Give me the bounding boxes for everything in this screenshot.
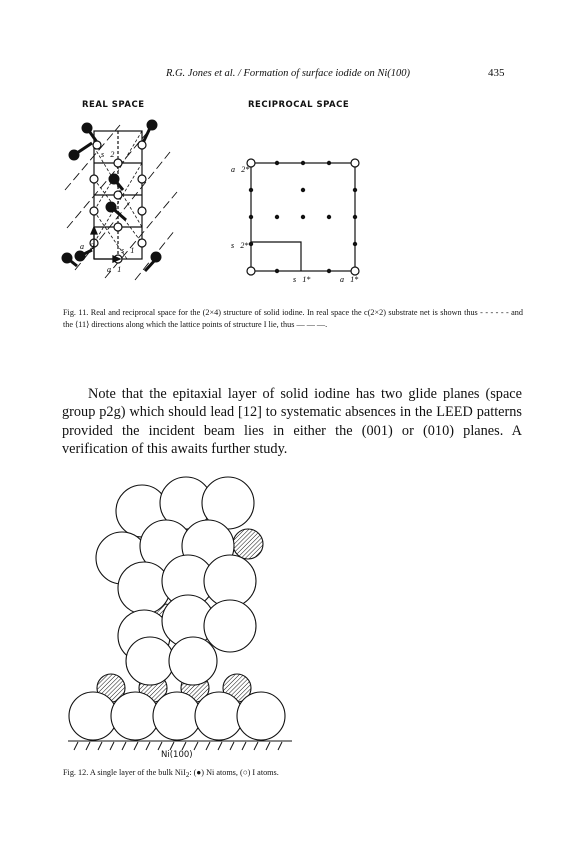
figure-12-caption	[63, 767, 523, 781]
recip-label-s2: s⃗2*	[231, 241, 249, 250]
recip-label-a2: a⃗2*	[231, 165, 250, 174]
substrate-surface	[68, 741, 292, 750]
real-label-a2: a⃗2	[80, 242, 95, 251]
reciprocal-dots	[249, 161, 357, 273]
reciprocal-space-title: RECIPROCAL SPACE	[248, 100, 350, 110]
figure-11-diagram	[55, 110, 385, 290]
top-view-i-atoms	[96, 477, 256, 662]
real-label-s1: s⃗1	[121, 246, 135, 255]
figure-12-caption-suffix: : (●) Ni atoms, (○) I atoms.	[189, 768, 279, 777]
recip-label-s1: s⃗1*	[293, 275, 311, 284]
figure-12-caption-subscript: 2	[185, 771, 190, 779]
recip-label-a1: a⃗1*	[340, 275, 359, 284]
page-number: 435	[488, 67, 505, 79]
substrate-label: Ni(100)	[161, 750, 193, 760]
figure-11-caption: Fig. 11. Real and reciprocal space for the (2×4) structure of solid iodine. In real space the c(2×2) substrate net is shown thus - - - - - - and the ⟨11⟩ directions along which the lattice points of structure I lie, thus — — —.	[63, 308, 523, 329]
figure-12-diagram	[60, 476, 300, 752]
real-label-a1: a⃗1	[107, 265, 122, 274]
real-label-s2: s⃗2	[101, 150, 115, 159]
real-space-title: REAL SPACE	[82, 100, 145, 110]
figure-12-caption-prefix: Fig. 12. A single layer of the bulk NiI	[63, 768, 186, 777]
running-head: R.G. Jones et al. / Formation of surface iodide on Ni(100)	[165, 68, 411, 79]
body-paragraph: Note that the epitaxial layer of solid iodine has two glide planes (space group p2g) which should lead [12] to systematic absences in the LEED patterns provided the incident beam lies in either the (001) or (010) planes. A verification of this awaits further study.	[62, 386, 522, 457]
